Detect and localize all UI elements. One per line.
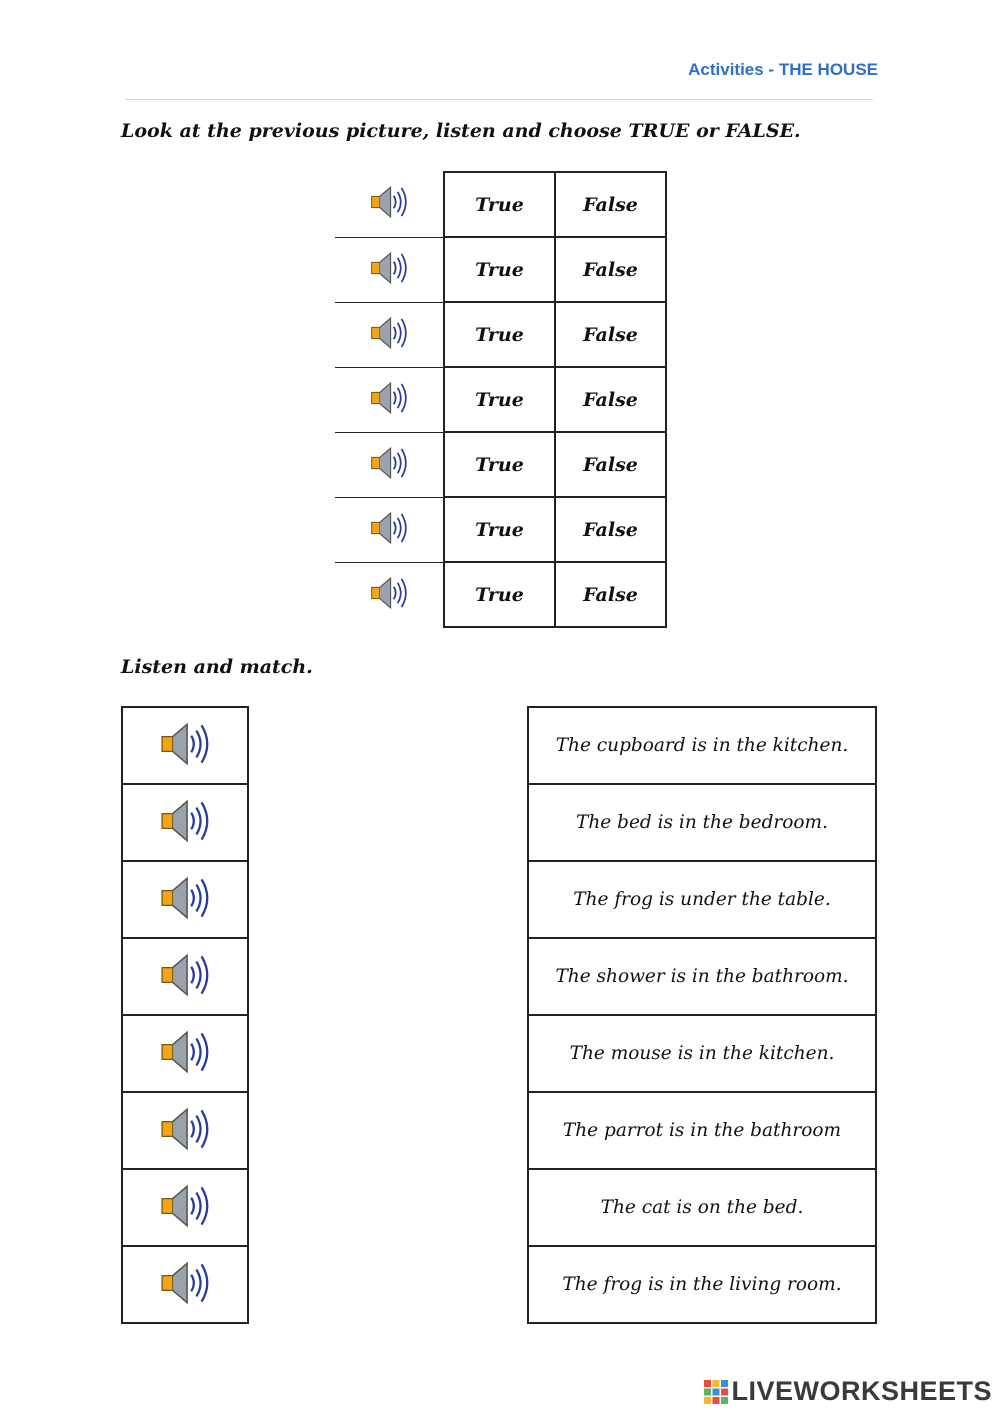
match-audio-cell[interactable] (122, 861, 248, 938)
speaker-icon[interactable] (367, 380, 411, 416)
match-audio-cell[interactable] (122, 707, 248, 784)
page-header-title: Activities - THE HOUSE (688, 60, 878, 79)
false-option[interactable]: False (555, 562, 666, 627)
match-audio-column (121, 706, 249, 1324)
match-audio-cell[interactable] (122, 1246, 248, 1323)
liveworksheets-logo (703, 1376, 992, 1407)
tf-row (335, 302, 666, 367)
tf-row (335, 562, 666, 627)
false-option[interactable]: False (555, 302, 666, 367)
match-sentence-cell[interactable]: The parrot is in the bathroom (528, 1092, 876, 1169)
match-audio-cell[interactable] (122, 938, 248, 1015)
true-option[interactable]: True (444, 497, 555, 562)
false-option[interactable]: False (555, 367, 666, 432)
match-instruction: Listen and match. (121, 656, 313, 678)
tf-row (335, 237, 666, 302)
true-option[interactable]: True (444, 302, 555, 367)
false-option[interactable]: False (555, 432, 666, 497)
true-option[interactable]: True (444, 172, 555, 237)
match-audio-cell[interactable] (122, 1015, 248, 1092)
logo-text: LIVEWORKSHEETS (731, 1376, 992, 1406)
match-sentence-cell[interactable]: The frog is in the living room. (528, 1246, 876, 1323)
tf-row (335, 172, 666, 237)
speaker-icon[interactable] (367, 315, 411, 351)
false-option[interactable]: False (555, 497, 666, 562)
speaker-icon[interactable] (156, 874, 214, 922)
match-sentence-cell[interactable]: The shower is in the bathroom. (528, 938, 876, 1015)
match-audio-cell[interactable] (122, 1092, 248, 1169)
speaker-icon[interactable] (156, 1182, 214, 1230)
speaker-icon[interactable] (367, 575, 411, 611)
match-audio-cell[interactable] (122, 784, 248, 861)
speaker-icon[interactable] (367, 250, 411, 286)
tf-instruction: Look at the previous picture, listen and choose TRUE or FALSE. (121, 120, 801, 142)
match-sentence-column (527, 706, 877, 1324)
tf-row (335, 367, 666, 432)
speaker-icon[interactable] (156, 951, 214, 999)
tf-row (335, 432, 666, 497)
match-sentence-cell[interactable]: The mouse is in the kitchen. (528, 1015, 876, 1092)
true-false-table (335, 171, 667, 628)
header-divider (125, 99, 873, 100)
match-sentence-cell[interactable]: The cupboard is in the kitchen. (528, 707, 876, 784)
speaker-icon[interactable] (156, 797, 214, 845)
true-option[interactable]: True (444, 562, 555, 627)
true-option[interactable]: True (444, 432, 555, 497)
false-option[interactable]: False (555, 237, 666, 302)
match-audio-cell[interactable] (122, 1169, 248, 1246)
match-sentence-cell[interactable]: The bed is in the bedroom. (528, 784, 876, 861)
speaker-icon[interactable] (367, 510, 411, 546)
match-sentence-cell[interactable]: The cat is on the bed. (528, 1169, 876, 1246)
tf-row (335, 497, 666, 562)
speaker-icon[interactable] (156, 1259, 214, 1307)
match-sentence-cell[interactable]: The frog is under the table. (528, 861, 876, 938)
true-option[interactable]: True (444, 237, 555, 302)
speaker-icon[interactable] (156, 1028, 214, 1076)
speaker-icon[interactable] (367, 445, 411, 481)
speaker-icon[interactable] (367, 184, 411, 220)
true-option[interactable]: True (444, 367, 555, 432)
speaker-icon[interactable] (156, 720, 214, 768)
false-option[interactable]: False (555, 172, 666, 237)
liveworksheets-logo-icon (703, 1379, 729, 1405)
speaker-icon[interactable] (156, 1105, 214, 1153)
